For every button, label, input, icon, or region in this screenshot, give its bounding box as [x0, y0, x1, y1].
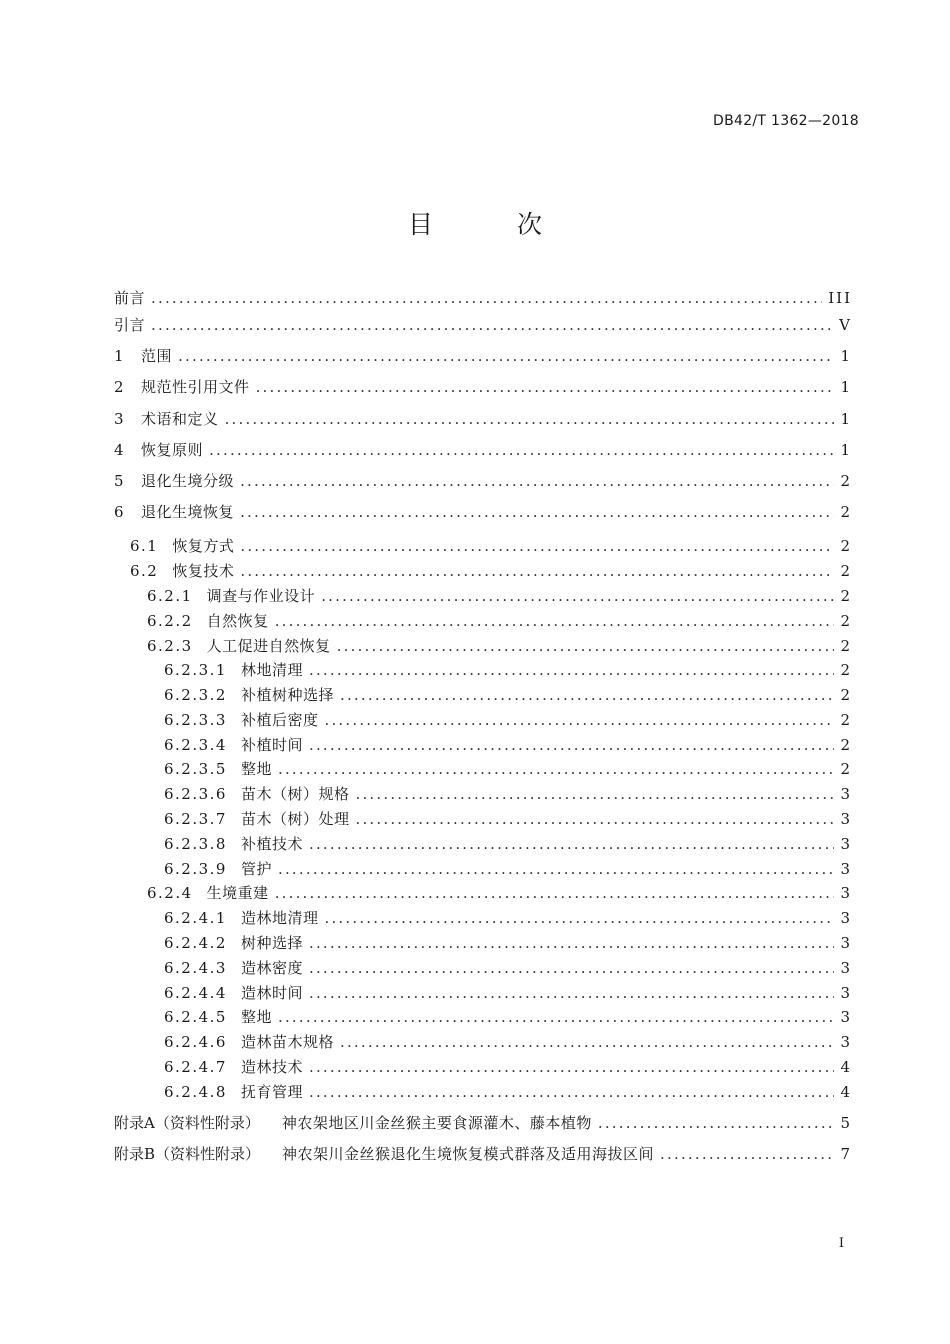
toc-page: 2 — [840, 710, 852, 729]
toc-number: 附录A（资料性附录） — [114, 1113, 260, 1132]
toc-label: 整地 — [240, 1008, 272, 1027]
toc-leader — [275, 609, 835, 634]
toc-number: 6.2.4.8 — [164, 1082, 227, 1101]
toc-number: 3 — [114, 409, 126, 428]
toc-page: 2 — [840, 636, 852, 655]
toc-number: 5 — [114, 471, 126, 490]
toc-number: 6.2.1 — [147, 586, 193, 605]
toc-entry[interactable] — [114, 931, 852, 956]
toc-entry[interactable] — [114, 782, 852, 807]
toc-entry[interactable] — [114, 310, 852, 341]
toc-number: 6.2.3.3 — [164, 710, 227, 729]
toc-page: 1 — [840, 347, 852, 366]
toc-leader — [151, 310, 833, 341]
toc-leader — [209, 435, 834, 466]
toc-page: 2 — [840, 611, 852, 630]
toc-number: 6.2.3.6 — [164, 785, 227, 804]
toc-page: 3 — [840, 1008, 852, 1027]
toc-label: 退化生境恢复 — [141, 503, 235, 522]
toc-label: 神农架地区川金丝猴主要食源灌木、藤本植物 — [281, 1113, 592, 1132]
toc-number: 6.2.3.7 — [164, 810, 227, 829]
toc-page: 1 — [840, 440, 852, 459]
table-of-contents — [114, 286, 852, 1170]
toc-label: 造林苗木规格 — [240, 1033, 334, 1052]
toc-label: 树种选择 — [240, 934, 303, 953]
toc-entry[interactable] — [114, 708, 852, 733]
toc-leader — [309, 956, 834, 981]
toc-leader — [309, 981, 834, 1006]
toc-leader — [278, 757, 834, 782]
toc-number: 6.2.4.1 — [164, 909, 227, 928]
toc-entry[interactable] — [114, 286, 852, 310]
toc-number: 6.2.2 — [147, 611, 193, 630]
toc-entry[interactable] — [114, 658, 852, 683]
toc-entry[interactable] — [114, 372, 852, 403]
toc-leader — [321, 584, 834, 609]
toc-entry[interactable] — [114, 807, 852, 832]
toc-leader — [275, 881, 835, 906]
toc-label: 造林地清理 — [240, 909, 319, 928]
toc-number: 6.2.4 — [147, 884, 193, 903]
toc-page: 3 — [840, 909, 852, 928]
toc-number: 2 — [114, 378, 126, 397]
toc-page: 3 — [840, 834, 852, 853]
toc-label: 补植技术 — [240, 834, 303, 853]
toc-number: 6.2.3 — [147, 636, 193, 655]
page-number: I — [838, 1236, 844, 1251]
toc-entry[interactable] — [114, 534, 852, 559]
toc-leader — [151, 286, 822, 310]
toc-label: 术语和定义 — [141, 409, 219, 428]
toc-leader — [356, 807, 835, 832]
toc-leader — [309, 1080, 834, 1105]
toc-leader — [309, 832, 834, 857]
toc-label: 前言 — [114, 289, 146, 307]
toc-entry[interactable] — [114, 1080, 852, 1105]
toc-number: 6.2.3.2 — [164, 686, 227, 705]
toc-leader — [309, 733, 834, 758]
toc-page: 3 — [840, 859, 852, 878]
toc-entry[interactable] — [114, 559, 852, 584]
toc-number: 6.2.3.4 — [164, 735, 227, 754]
toc-page: 2 — [840, 537, 852, 556]
toc-number: 6.2.3.5 — [164, 760, 227, 779]
toc-leader — [278, 1005, 834, 1030]
toc-number: 4 — [114, 440, 126, 459]
toc-page: 2 — [840, 686, 852, 705]
toc-label: 苗木（树）处理 — [240, 810, 350, 829]
toc-number: 6.2.4.6 — [164, 1033, 227, 1052]
toc-label: 自然恢复 — [206, 611, 269, 630]
toc-label: 神农架川金丝猴退化生境恢复模式群落及适用海拔区间 — [282, 1144, 655, 1163]
toc-page: 3 — [840, 785, 852, 804]
toc-entry[interactable] — [114, 956, 852, 981]
toc-number: 6.2.4.7 — [164, 1058, 227, 1077]
toc-page: 3 — [840, 934, 852, 953]
document-code: DB42/T 1362—2018 — [713, 113, 859, 129]
toc-entry[interactable] — [114, 341, 852, 372]
toc-leader — [309, 931, 834, 956]
toc-leader — [337, 634, 835, 659]
toc-number: 6.2.3.8 — [164, 834, 227, 853]
toc-entry[interactable] — [114, 733, 852, 758]
toc-entry[interactable] — [114, 832, 852, 857]
toc-label: 抚育管理 — [240, 1082, 303, 1101]
toc-page: 2 — [840, 562, 852, 581]
toc-number: 6.2.4.5 — [164, 1008, 227, 1027]
toc-leader — [340, 1030, 834, 1055]
toc-entry[interactable] — [114, 634, 852, 659]
toc-label: 调查与作业设计 — [206, 586, 316, 605]
toc-page: 2 — [840, 471, 852, 490]
toc-number: 6.2.4.4 — [164, 983, 227, 1002]
toc-label: 恢复技术 — [172, 562, 235, 581]
toc-page: 2 — [840, 735, 852, 754]
toc-page: 1 — [840, 409, 852, 428]
toc-label: 管护 — [240, 859, 272, 878]
toc-number: 6.2.3.9 — [164, 859, 227, 878]
toc-page: 2 — [840, 503, 852, 522]
toc-page: 5 — [840, 1113, 852, 1132]
toc-leader — [240, 466, 834, 497]
toc-page: 3 — [840, 958, 852, 977]
toc-entry[interactable] — [114, 435, 852, 466]
toc-page: 4 — [840, 1082, 852, 1101]
toc-page: 2 — [840, 586, 852, 605]
toc-entry[interactable] — [114, 404, 852, 435]
toc-entry[interactable] — [114, 906, 852, 931]
toc-label: 补植后密度 — [240, 710, 319, 729]
page-title: 目 次 — [408, 210, 580, 239]
toc-page: III — [828, 289, 852, 307]
toc-label: 退化生境分级 — [141, 471, 235, 490]
toc-leader — [325, 708, 835, 733]
toc-entry[interactable] — [114, 497, 852, 528]
toc-entry[interactable] — [114, 1005, 852, 1030]
toc-leader — [240, 534, 834, 559]
toc-entry-appendix[interactable] — [114, 1108, 852, 1139]
toc-label: 造林密度 — [240, 958, 303, 977]
toc-leader — [278, 857, 834, 882]
toc-label: 人工促进自然恢复 — [206, 636, 331, 655]
toc-entry[interactable] — [114, 857, 852, 882]
toc-leader — [309, 658, 834, 683]
toc-label: 苗木（树）规格 — [240, 785, 350, 804]
toc-number: 6.1 — [130, 537, 159, 556]
toc-number: 6.2 — [130, 562, 159, 581]
toc-entry[interactable] — [114, 609, 852, 634]
toc-leader — [240, 559, 834, 584]
toc-entry[interactable] — [114, 584, 852, 609]
toc-entry[interactable] — [114, 881, 852, 906]
toc-number: 附录B（资料性附录） — [114, 1144, 261, 1163]
toc-page: 1 — [840, 378, 852, 397]
toc-leader — [178, 341, 834, 372]
toc-label: 规范性引用文件 — [141, 378, 250, 397]
toc-label: 补植树种选择 — [240, 686, 334, 705]
toc-number: 6.2.3.1 — [164, 661, 227, 680]
toc-entry[interactable] — [114, 466, 852, 497]
toc-label: 恢复方式 — [172, 537, 235, 556]
toc-label: 林地清理 — [240, 661, 303, 680]
toc-label: 范围 — [141, 347, 173, 366]
toc-entry[interactable] — [114, 1055, 852, 1080]
toc-leader — [225, 404, 835, 435]
toc-entry[interactable] — [114, 757, 852, 782]
toc-label: 造林技术 — [240, 1058, 303, 1077]
toc-leader — [240, 497, 834, 528]
toc-entry[interactable] — [114, 1030, 852, 1055]
toc-leader — [340, 683, 834, 708]
toc-number: 6 — [114, 503, 126, 522]
toc-entry[interactable] — [114, 981, 852, 1006]
toc-page: 3 — [840, 983, 852, 1002]
toc-label: 造林时间 — [240, 983, 303, 1002]
toc-label: 引言 — [114, 316, 146, 334]
toc-leader — [256, 372, 835, 403]
toc-entry[interactable] — [114, 683, 852, 708]
toc-leader — [598, 1108, 835, 1139]
toc-number: 6.2.4.2 — [164, 934, 227, 953]
toc-page: V — [839, 316, 852, 334]
toc-entry-appendix[interactable] — [114, 1139, 852, 1170]
toc-page: 7 — [840, 1144, 852, 1163]
toc-page: 2 — [840, 661, 852, 680]
toc-page: 3 — [840, 884, 852, 903]
toc-leader — [660, 1139, 834, 1170]
toc-page: 3 — [840, 1033, 852, 1052]
toc-leader — [356, 782, 835, 807]
toc-page: 3 — [840, 810, 852, 829]
toc-label: 生境重建 — [206, 884, 269, 903]
toc-label: 整地 — [240, 760, 272, 779]
toc-leader — [325, 906, 835, 931]
toc-leader — [309, 1055, 834, 1080]
toc-number: 6.2.4.3 — [164, 958, 227, 977]
toc-page: 2 — [840, 760, 852, 779]
toc-page: 4 — [840, 1058, 852, 1077]
toc-label: 补植时间 — [240, 735, 303, 754]
toc-number: 1 — [114, 347, 126, 366]
toc-label: 恢复原则 — [141, 440, 204, 459]
